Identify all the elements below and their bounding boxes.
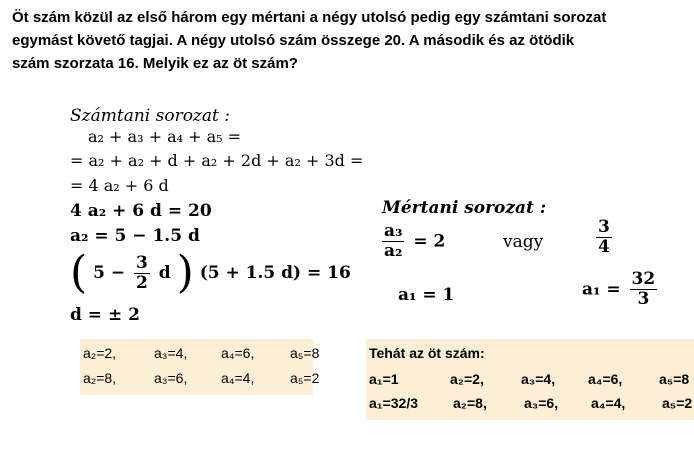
solutions-right-box [366,339,694,420]
sol-right-r2-c3: a₃=6, [524,395,559,411]
geom-ratio [382,222,445,261]
sol-left-r1-c4: a₅=8 [290,345,320,361]
sol-left-r1-c1: a₂=2, [83,345,117,361]
fraction-3-2 [134,254,150,293]
ratio-num: a₃ [384,221,403,241]
sol-left-r1-c2: a₃=4, [154,345,188,361]
sol-left-r2-c2: a₃=6, [154,370,188,386]
ratio-value: = 2 [413,231,446,252]
eq6-left-b: d [158,263,171,283]
sol-right-r1-c1: a₁=1 [369,371,399,387]
alt-ratio [593,218,615,257]
arith-eq-3: = 4 a₂ + 6 d [70,176,169,195]
solutions-left-box [80,339,320,395]
arith-label: Számtani sorozat : [70,106,230,126]
problem-line-2: egymást követő tagjai. A négy utolsó szám összege 20. A második és az ötödik [12,32,575,49]
left-paren: ( [70,247,88,298]
arith-eq-7: d = ± 2 [70,305,140,325]
sol-right-r2-c2: a₂=8, [453,395,487,411]
arith-eq-4: 4 a₂ + 6 d = 20 [70,201,212,221]
arith-eq-2: = a₂ + a₂ + d + a₂ + 2d + a₂ + 3d = [70,151,364,170]
ratio-den: a₂ [384,241,403,261]
arith-eq-1: a₂ + a₃ + a₄ + a₅ = [88,127,242,146]
alt-fraction [596,218,612,257]
sol-left-r1-c3: a₄=6, [221,345,255,361]
right-paren: ) [176,247,194,298]
fraction-num: 3 [136,252,148,273]
arith-eq-5: a₂ = 5 − 1.5 d [70,226,200,246]
sol-right-r1-c2: a₂=2, [450,371,484,387]
sol-left-r2-c3: a₄=4, [221,370,255,386]
sol-left-r2-c4: a₅=2 [290,370,320,386]
sol-right-r1-c5: a₅=8 [659,371,690,387]
problem-statement [12,6,688,75]
a1-second [582,270,660,309]
problem-line-3: szám szorzata 16. Melyik ez az öt szám? [12,55,298,72]
a1-second-fraction [630,270,658,309]
sol-right-title: Tehát az öt szám: [369,345,485,361]
fraction-den: 2 [136,272,148,293]
sol-right-r1-c3: a₃=4, [521,371,556,387]
a1-second-den: 3 [637,289,650,309]
sol-right-r2-c4: a₄=4, [591,395,626,411]
sol-right-r1-c4: a₄=6, [588,371,623,387]
a1-first: a₁ = 1 [398,285,455,305]
a1-second-num: 32 [631,269,656,289]
sol-right-r2-c1: a₁=32/3 [369,395,418,411]
geom-label: Mértani sorozat : [382,198,547,218]
or-label: vagy [503,232,544,252]
alt-den: 4 [598,237,610,257]
sol-right-r2-c5: a₅=2 [662,395,693,411]
eq6-left-a: 5 − [93,263,126,283]
arith-eq-6 [70,247,351,301]
alt-num: 3 [598,217,610,237]
ratio-fraction [382,222,404,261]
sol-left-r2-c1: a₂=8, [83,370,117,386]
problem-line-1: Öt szám közül az első három egy mértani a négy utolsó pedig egy számtani sorozat [12,9,607,26]
a1-second-lhs: a₁ = [582,279,621,300]
eq6-right: (5 + 1.5 d) = 16 [199,263,351,283]
